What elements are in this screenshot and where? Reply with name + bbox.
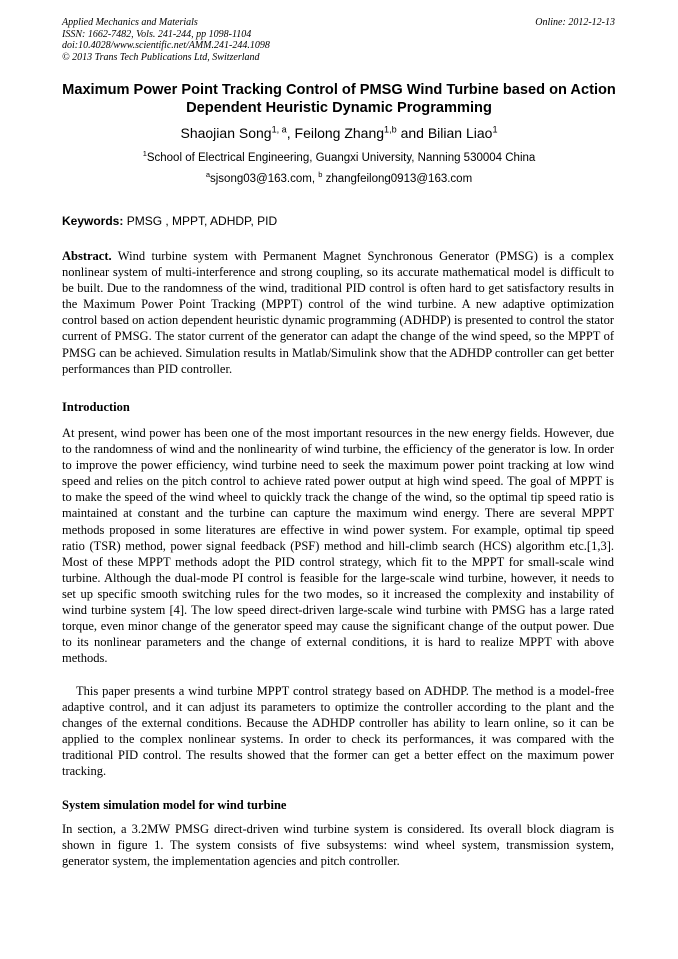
affiliation-superscript: 1: [142, 149, 147, 159]
keywords-text: PMSG , MPPT, ADHDP, PID: [123, 214, 278, 228]
author-emails: [62, 172, 616, 186]
author-separator: ,: [286, 125, 295, 141]
copyright-line: © 2013 Trans Tech Publications Ltd, Switzerland: [62, 51, 260, 63]
keywords-label: Keywords:: [62, 214, 124, 228]
journal-name: Applied Mechanics and Materials: [62, 17, 198, 28]
author-superscript: 1: [492, 124, 498, 135]
paragraph: At present, wind power has been one of the most important resources in the new energy fields. However, due to the randomness of wind and the nonlinearity of wind turbine, the efficiency of the generator is low. In order to improve the power efficiency, wind turbine need to seek the maximum power point tracking at low wind speed and relies on the pitch control to achieve rated power output at high wind speed. The goal of MPPT is to make the speed of the wind wheel to quickly track the change of the wind, so the optimal tip speed ratio is maintained at constant and the turbine can capture the maximum wind energy. There are several MPPT methods proposed in some literatures are effective in wind power system. For example, optimal tip speed ratio (TSR) method, power signal feedback (PSF) method and hill-climb search (HCS) algorithm etc.[1,3]. Most of these MPPT methods adopt the PID control strategy, which fit to the MPPT for small-scale wind turbine. Although the dual-mode PI control is feasible for the large-scale wind turbine, however, it needs to set up specific smooth switching rules for the two modes, so it increased the complexity and instability of wind turbine system [4]. The low speed direct-driven large-scale wind turbine with PMSG has a large rated torque, even minor change of the generator speed may cause the significant change of the output power. Due to its nonlinear parameters and the change of external conditions, it is hard to realize MPPT with above methods.: [62, 426, 614, 666]
author-superscript: 1, a: [271, 124, 287, 135]
affiliation-text: School of Electrical Engineering, Guangxi University, Nanning 530004 China: [146, 152, 536, 164]
author-separator: and: [396, 125, 428, 141]
author-list: [62, 124, 616, 142]
paragraph: This paper presents a wind turbine MPPT control strategy based on ADHDP. The method is a model-free adaptive control, and it can adjust its parameters to optimize the controller according to the plant and the changes of the external conditions. Because the ADHDP controller has ability to learn online, so it can be applied to the complex nonlinear systems. In order to check its performances, it was compared with the traditional PID control. The results showed that the former can get a better effect on the maximum power tracking.: [62, 684, 614, 779]
section-heading-introduction: Introduction: [62, 400, 130, 414]
email-link[interactable]: sjsong03@163.com,: [210, 173, 319, 185]
abstract-label: Abstract.: [62, 249, 112, 263]
email-superscript: b: [318, 170, 323, 180]
paper-title: Maximum Power Point Tracking Control of PMSG Wind Turbine based on Action Dependent Heuristic Dynamic Programming: [62, 82, 616, 116]
journal-header: [62, 17, 270, 63]
author-name: Shaojian Song: [180, 125, 272, 141]
affiliation: [62, 151, 616, 165]
email-superscript: a: [205, 170, 210, 180]
author-name: Bilian Liao: [427, 125, 493, 141]
author-name: Feilong Zhang: [294, 125, 385, 141]
abstract: [62, 248, 614, 377]
section-heading-system-model: System simulation model for wind turbine: [62, 798, 287, 812]
keywords: [62, 214, 277, 228]
author-superscript: 1,b: [384, 124, 397, 135]
paragraph: In section, a 3.2MW PMSG direct-driven wind turbine system is considered. Its overall block diagram is shown in figure 1. The system consists of five subsystems: wind wheel system, transmission system, generator system, the implementation agencies and pitch controller.: [62, 822, 614, 869]
email-link[interactable]: zhangfeilong0913@163.com: [322, 173, 473, 185]
online-date: Online: 2012-12-13: [535, 17, 615, 28]
doi-line: doi:10.4028/www.scientific.net/AMM.241-244.1098: [62, 40, 270, 51]
abstract-text: Wind turbine system with Permanent Magnet Synchronous Generator (PMSG) is a complex nonlinear system of multi-interference and strong coupling, so its accurate mathematical model is difficult to be built. Due to the randomness of the wind, traditional PID control is often hard to get satisfactory results in the Maximum Power Point Tracking (MPPT) control of the wind turbine. A new adaptive optimization control based on action dependent heuristic dynamic programming (ADHDP) is presented to control the stator current of PMSG. The stator current of the generator can adapt the change of the wind speed, so the MPPT of PMSG can be achieved. Simulation results in Matlab/Simulink show that the ADHDP controller can get better performances than PID controller.: [62, 249, 614, 376]
issn-line: ISSN: 1662-7482, Vols. 241-244, pp 1098-1104: [62, 28, 252, 40]
